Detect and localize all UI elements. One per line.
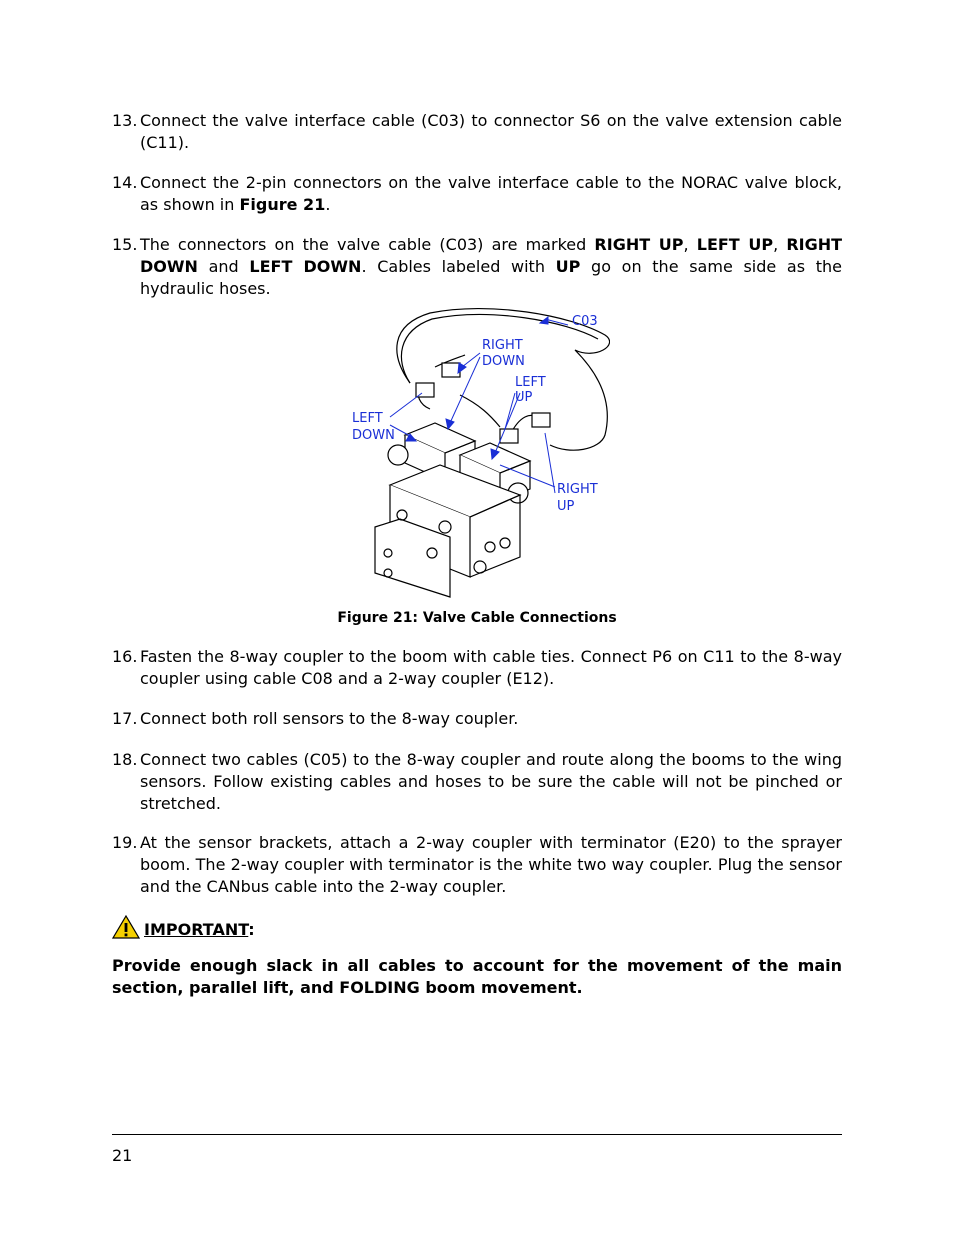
warning-icon [112, 915, 140, 943]
right-up-label-2: UP [557, 499, 575, 514]
page-number: 21 [112, 1146, 133, 1165]
step-number: 14. [112, 173, 138, 192]
step-number: 15. [112, 235, 138, 254]
step-text: Connect two cables (C05) to the 8-way coupler and route along the booms to the wing sensors. Follow existing cables and hoses to be sure the cable will not be pinched or stretched. [140, 750, 842, 813]
important-heading: IMPORTANT: [112, 915, 255, 943]
important-label: IMPORTANT [144, 920, 249, 939]
step-number: 17. [112, 709, 138, 728]
valve-diagram [350, 305, 610, 601]
important-text: Provide enough slack in all cables to account for the movement of the main section, parallel lift, and FOLDING boom movement. [112, 956, 842, 997]
left-down-label-2: DOWN [352, 428, 395, 443]
left-down-label-1: LEFT [352, 411, 383, 426]
step-text: The connectors on the valve cable (C03) are marked RIGHT UP, LEFT UP, RIGHT DOWN and LEFT DOWN. Cables labeled with UP go on the same side as the hydraulic hoses. [140, 235, 843, 298]
step-17 [112, 708, 842, 730]
left-up-label-2: UP [515, 390, 533, 405]
step-text: At the sensor brackets, attach a 2-way coupler with terminator (E20) to the sprayer boom. The 2-way coupler with terminator is the white two way coupler. Plug the sensor and the CANbus cable into the 2-way coupler. [140, 833, 842, 896]
right-down-label-1: RIGHT [482, 338, 523, 353]
figure-caption: Figure 21: Valve Cable Connections [337, 610, 617, 626]
step-15 [112, 234, 842, 300]
right-down-label-2: DOWN [482, 354, 525, 369]
step-number: 16. [112, 647, 138, 666]
step-18 [112, 749, 842, 815]
footer-divider [112, 1134, 842, 1135]
left-up-label-1: LEFT [515, 375, 546, 390]
step-text: Fasten the 8-way coupler to the boom with cable ties. Connect P6 on C11 to the 8-way coupler using cable C08 and a 2-way coupler (E12). [140, 647, 842, 688]
step-14 [112, 172, 842, 216]
step-text: Connect the valve interface cable (C03) to connector S6 on the valve extension cable (C11). [140, 111, 842, 152]
right-up-label-1: RIGHT [557, 482, 598, 497]
step-13 [112, 110, 842, 154]
step-number: 13. [112, 111, 138, 130]
c03-label: C03 [572, 314, 598, 329]
step-number: 19. [112, 833, 138, 852]
step-19 [112, 832, 842, 898]
figure-reference: Figure 21 [239, 195, 326, 214]
step-text: Connect both roll sensors to the 8-way coupler. [140, 709, 519, 728]
step-16 [112, 646, 842, 690]
step-number: 18. [112, 750, 138, 769]
step-text: Connect the 2-pin connectors on the valve interface cable to the NORAC valve block, as shown in Figure 21. [140, 173, 842, 214]
